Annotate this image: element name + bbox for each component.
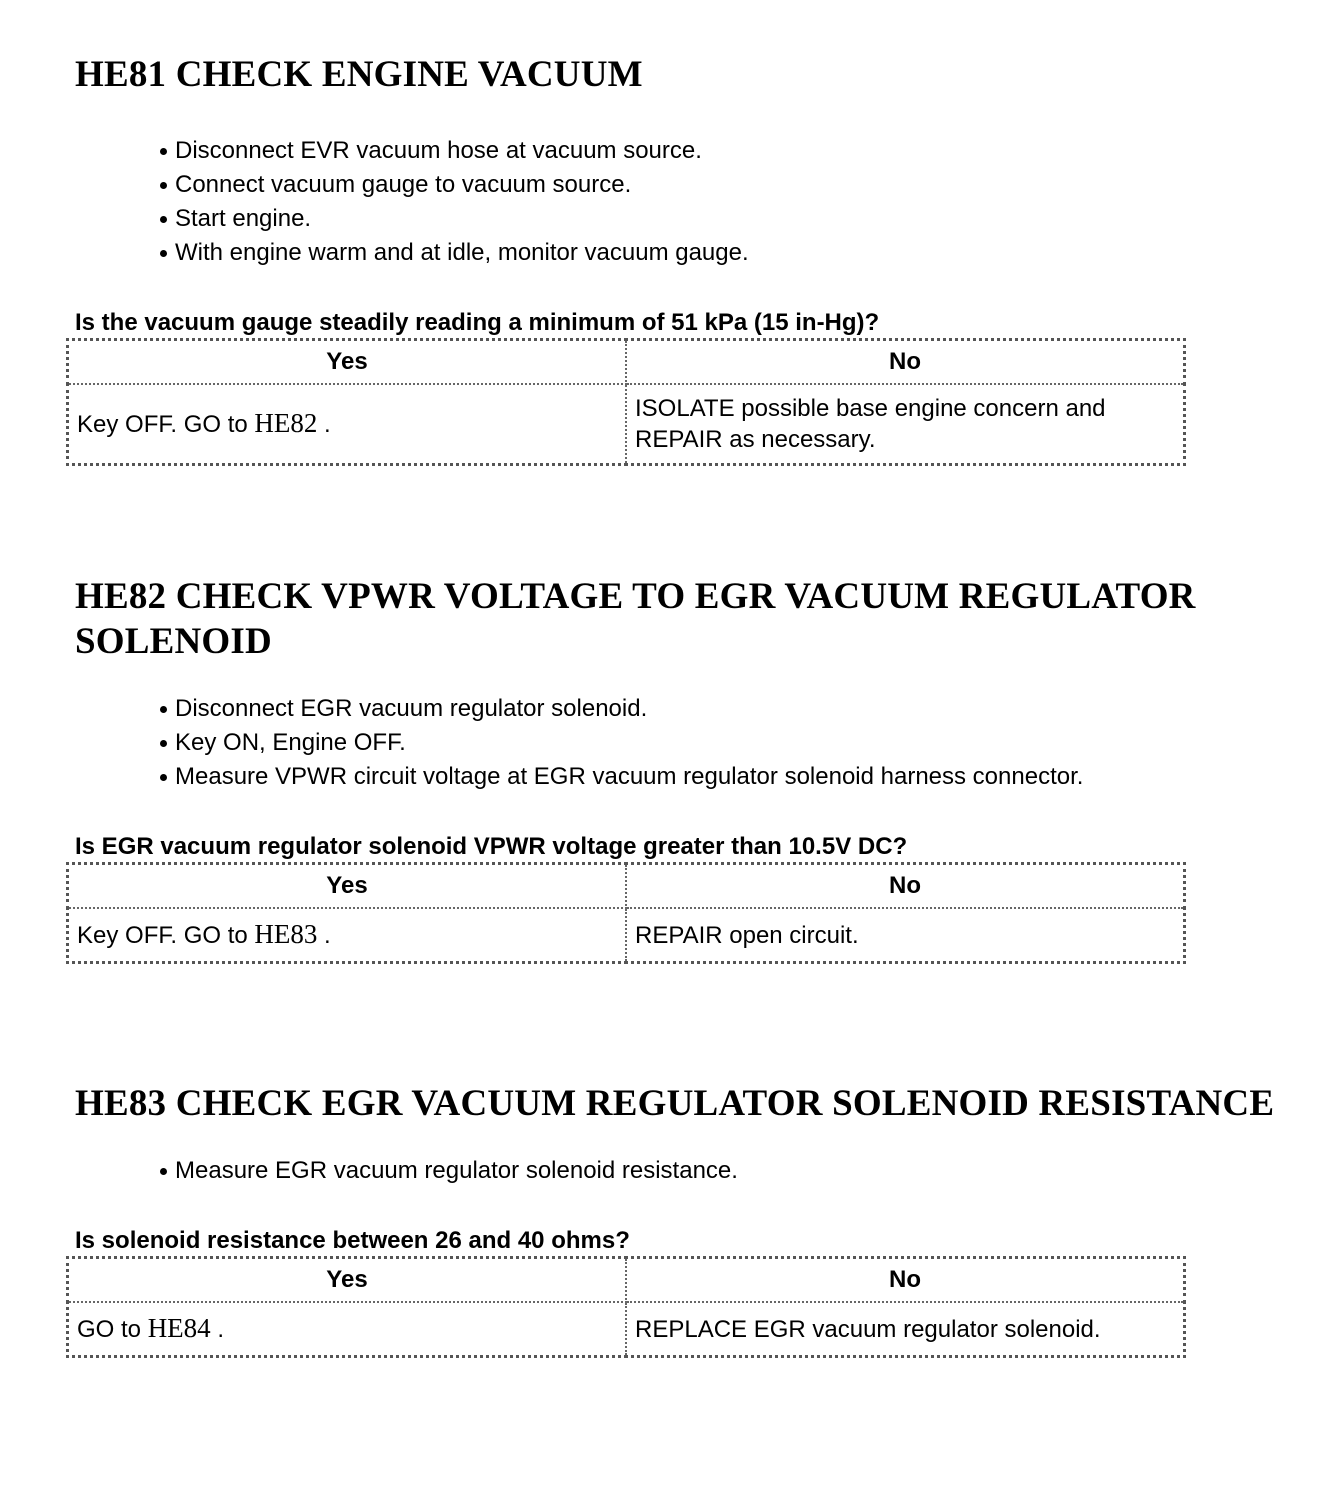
yes-no-table — [66, 338, 1186, 466]
yes-header: Yes — [68, 340, 627, 385]
section-he81 — [75, 52, 1275, 466]
table-row — [68, 1302, 1185, 1357]
table-header-row — [68, 1258, 1185, 1303]
table-header-row — [68, 340, 1185, 385]
section-heading: HE83 CHECK EGR VACUUM REGULATOR SOLENOID RESISTANCE — [75, 1083, 1275, 1124]
yes-no-table — [66, 1256, 1186, 1358]
question-text: Is EGR vacuum regulator solenoid VPWR voltage greater than 10.5V DC? — [75, 833, 908, 860]
step-item: Disconnect EGR vacuum regulator solenoid. — [157, 692, 1328, 726]
yes-header: Yes — [68, 1258, 627, 1303]
step-reference-link[interactable]: HE84 — [147, 1313, 211, 1343]
question-text: Is the vacuum gauge steadily reading a minimum of 51 kPa (15 in-Hg)? — [75, 309, 880, 336]
bullet-icon — [160, 740, 167, 747]
bullet-icon — [160, 148, 167, 155]
step-list — [157, 1154, 1328, 1188]
no-cell: ISOLATE possible base engine concern and REPAIR as necessary. — [626, 384, 1185, 465]
step-list — [157, 134, 1328, 270]
yes-cell: Key OFF. GO to HE83 . — [68, 908, 627, 963]
no-cell: REPLACE EGR vacuum regulator solenoid. — [626, 1302, 1185, 1357]
no-cell: REPAIR open circuit. — [626, 908, 1185, 963]
bullet-icon — [160, 1168, 167, 1175]
step-item: Disconnect EVR vacuum hose at vacuum source. — [157, 134, 1328, 168]
step-reference-link[interactable]: HE82 — [254, 408, 318, 438]
step-item: Measure VPWR circuit voltage at EGR vacuum regulator solenoid harness connector. — [157, 760, 1328, 794]
step-item: Start engine. — [157, 202, 1328, 236]
yes-no-table — [66, 862, 1186, 964]
step-item: Key ON, Engine OFF. — [157, 726, 1328, 760]
bullet-icon — [160, 706, 167, 713]
step-item: Measure EGR vacuum regulator solenoid resistance. — [157, 1154, 1328, 1188]
yes-cell: GO to HE84 . — [68, 1302, 627, 1357]
table-header-row — [68, 864, 1185, 909]
no-header: No — [626, 340, 1185, 385]
step-list — [157, 692, 1328, 794]
bullet-icon — [160, 250, 167, 257]
question-text: Is solenoid resistance between 26 and 40 ohms? — [75, 1227, 630, 1254]
no-header: No — [626, 1258, 1185, 1303]
yes-cell: Key OFF. GO to HE82 . — [68, 384, 627, 465]
table-row — [68, 384, 1185, 465]
section-heading: HE81 CHECK ENGINE VACUUM — [75, 54, 643, 95]
section-he83 — [75, 1081, 1275, 1358]
table-row — [68, 908, 1185, 963]
step-reference-link[interactable]: HE83 — [254, 919, 318, 949]
bullet-icon — [160, 182, 167, 189]
step-item: With engine warm and at idle, monitor vacuum gauge. — [157, 236, 1328, 270]
step-item: Connect vacuum gauge to vacuum source. — [157, 168, 1328, 202]
section-heading: HE82 CHECK VPWR VOLTAGE TO EGR VACUUM REGULATOR SOLENOID — [75, 576, 1196, 662]
yes-header: Yes — [68, 864, 627, 909]
section-he82 — [75, 574, 1275, 964]
bullet-icon — [160, 774, 167, 781]
bullet-icon — [160, 216, 167, 223]
no-header: No — [626, 864, 1185, 909]
